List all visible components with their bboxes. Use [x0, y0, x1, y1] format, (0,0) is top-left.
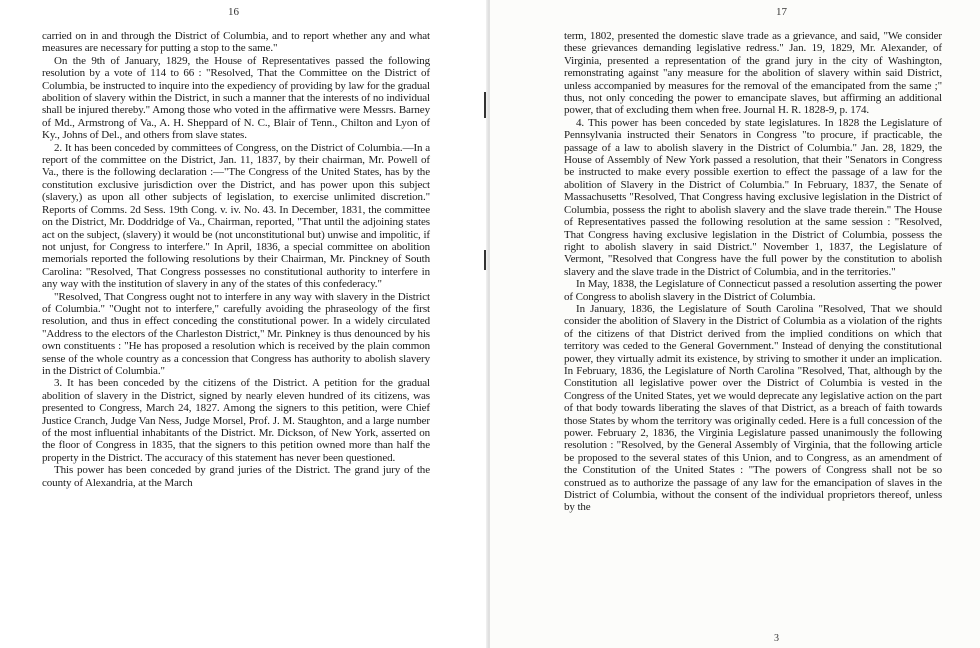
right-page-number: 17 — [776, 6, 787, 18]
paragraph: In May, 1838, the Legislature of Connecticut passed a resolution asserting the power of Congress to abolish slavery in the District of Columbia. — [564, 278, 942, 303]
binding-mark — [484, 92, 486, 118]
paragraph: carried on in and through the District of Columbia, and to report whether any and what measures are necessary for putting a stop to the same." — [42, 30, 430, 55]
right-page-body — [564, 30, 942, 514]
left-page-body — [42, 30, 430, 489]
footer-signature-number: 3 — [774, 633, 779, 644]
paragraph: 4. This power has been conceded by state legislatures. In 1828 the Legislature of Pennsylvania instructed their Senators in Congress "to procure, if practicable, the passage of a law to abolish slavery in the District of Columbia." Jan. 28, 1829, the House of Assembly of New York passed a resolution, that their "Senators in Congress be instructed to make every possible exertion to effect the passage of a law for the abolition of Slavery in the District of Columbia." In February, 1837, the Senate of Massachusetts "Resolved, That Congress having exclusive legislation in the District of Columbia, possess the right to abolish slavery and the slave trade therein." The House of Representatives passed the following resolution at the same session : "Resolved, That Congress having exclusive legislation in the District of Columbia, possess the right to abolish slavery in said District." November 1, 1837, the Legislature of Vermont, "Resolved that Congress have the full power by the constitution to abolish slavery and the slave trade in the District of Columbia, and in the territories." — [564, 116, 942, 278]
paragraph: 3. It has been conceded by the citizens of the District. A petition for the gradual abolition of slavery in the District, signed by nearly eleven hundred of its citizens, was presented to Congress, March 24, 1827. Among the signers to this petition, were Chief Justice Cranch, Judge Van Ness, Judge Morsel, Prof. J. M. Staughton, and a large number of the most influential inhabitants of the District. Mr. Dickson, of New York, asserted on the floor of Congress in 1835, that the signers to this petition owned more than half the property in the District. The accuracy of this statement has never been questioned. — [42, 377, 430, 464]
paragraph: "Resolved, That Congress ought not to interfere in any way with slavery in the District of Columbia." "Ought not to interfere," carefully avoiding the phraseology of the first resolution, and thus in effect conceding the constitutional power. In a widely circulated "Address to the electors of the Charleston District," Mr. Pinkney is thus denounced by his own constituents : "He has proposed a resolution which is received by the plain common sense of the whole country as a concession that Congress has authority to abolish slavery in the District of Columbia." — [42, 290, 430, 377]
paragraph: On the 9th of January, 1829, the House of Representatives passed the following resolution by a vote of 114 to 66 : "Resolved, That the Committee on the District of Columbia, be instructed to inquire into the expediency of providing by law for the gradual abolition of slavery within the District, in such a manner that the interests of no individual shall be injured thereby." Among those who voted in the affirmative were Messrs. Barney of Md., Armstrong of Va., A. H. Sheppard of N. C., Blair of Tenn., Chilton and Lyon of Ky., Johns of Del., and others from slave states. — [42, 54, 430, 142]
right-page — [490, 0, 980, 648]
paragraph: 2. It has been conceded by committees of Congress, on the District of Columbia.—In a report of the committee on the District, Jan. 11, 1837, by their chairman, Mr. Powell of Va., there is the following declaration :—"The Congress of the United States, has by the constitution exclusive jurisdiction over the District, and has power upon this subject (slavery,) as upon all other subjects of legislation, to exercise unlimited discretion." Reports of Comms. 2d Sess. 19th Cong. v. iv. No. 43. In December, 1831, the committee on the District, Mr. Doddridge of Va., Chairman, reported, "That until the adjoining states act on the subject, (slavery) it would be (not unconstitutional but) unwise and impolitic, if not unjust, for Congress to interfere." In April, 1836, a special committee on abolition memorials reported the following resolutions by their Chairman, Mr. Pinckney of South Carolina: "Resolved, That Congress possesses no constitutional authority to interfere in any way with the institution of slavery in any of the states of this confederacy." — [42, 141, 430, 291]
binding-mark — [484, 250, 486, 270]
paragraph: This power has been conceded by grand juries of the District. The grand jury of the county of Alexandria, at the March — [42, 464, 430, 489]
paragraph: term, 1802, presented the domestic slave trade as a grievance, and said, "We consider these grievances demanding legislative redress." Jan. 19, 1829, Mr. Alexander, of Virginia, presented a representation of the grand jury in the city of Washington, remonstrating against "any measure for the abolition of slavery within said District, unless accompanied by measures for the removal of the emancipated from the same ;" thus, not only conceding the power to emancipate slaves, but affirming an additional power, that of excluding them when free. Journal H. R. 1828-9, p. 174. — [564, 30, 942, 117]
left-page-number: 16 — [228, 6, 239, 18]
paragraph: In January, 1836, the Legislature of South Carolina "Resolved, That we should consider the abolition of Slavery in the District of Columbia as a violation of the rights of the citizens of that District derived from the implied conditions on which that territory was ceded to the General Government." Instead of denying the constitutional power, they virtually admit its existence, by striving to smother it under an implication. In February, 1836, the Legislature of North Carolina "Resolved, That, although by the Constitution all legislative power over the District of Columbia is vested in the Congress of the United States, yet we would deprecate any legislative action on the part of that body towards liberating the slaves of that District, as a breach of faith towards those States by whom the territory was originally ceded. Here is a full concession of the power. February 2, 1836, the Virginia Legislature passed unanimously the following resolution : "Resolved, by the General Assembly of Virginia, that the following article be proposed to the several states of this Union, and to Congress, as an amendment of the Constitution of the United States : "The powers of Congress shall not be so construed as to authorize the passage of any law for the emancipation of slaves in the District of Columbia, without the consent of the individual proprietors thereof, unless by the — [564, 302, 942, 514]
